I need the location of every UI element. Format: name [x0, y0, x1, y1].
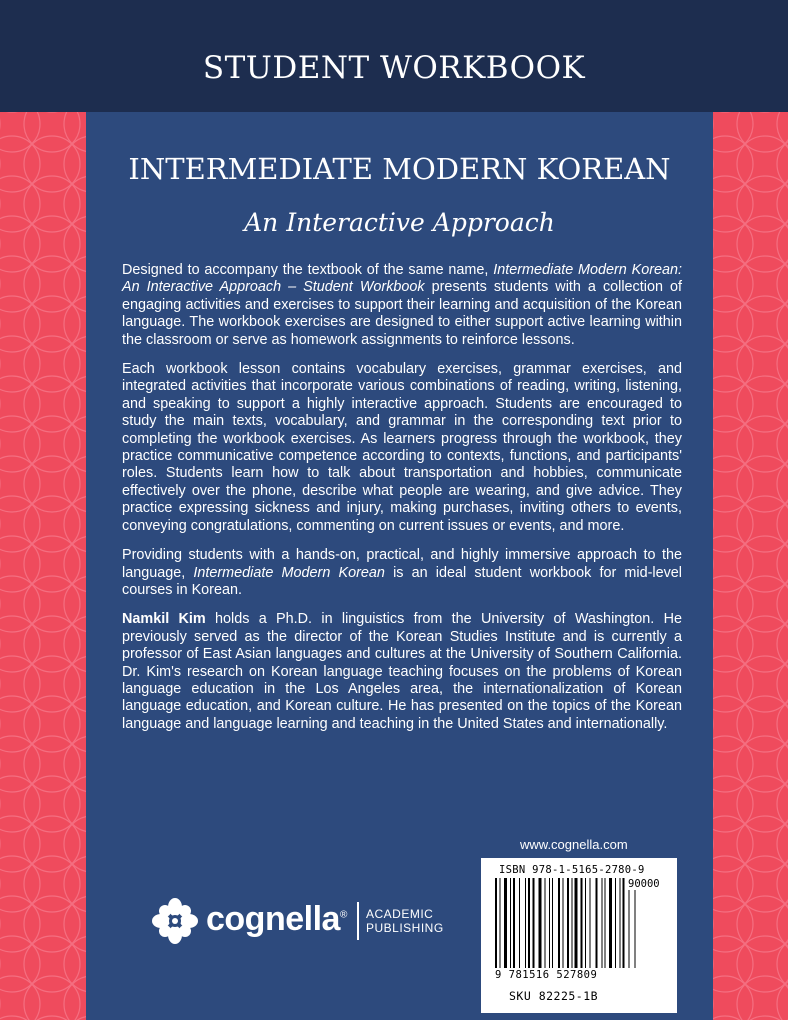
publisher-tagline — [366, 907, 444, 935]
isbn-label: ISBN 978-1-5165-2780-9 — [499, 864, 645, 876]
p1-text-b: presents students with a collection of engaging activities and exercises to support their learning and acquisition of the Korean language. The workbook exercises are designed to either support active learning within the classroom or serve as homework assignments to reinforce lessons. — [122, 279, 682, 348]
book-title: INTERMEDIATE MODERN KOREAN — [128, 152, 671, 186]
description-paragraph-1 — [122, 262, 682, 349]
price-code: 90000 — [628, 878, 660, 890]
author-name: Namkil Kim — [122, 611, 206, 628]
p3-text-b: is an ideal student workbook for mid-level courses in Korean. — [122, 564, 682, 598]
p3-italic-title: Intermediate Modern Korean — [193, 564, 385, 581]
logo-divider — [357, 902, 359, 940]
publisher-website: www.cognella.com — [520, 837, 628, 852]
right-pattern-border — [713, 112, 788, 1020]
author-bio-text: holds a Ph.D. in linguistics from the University of Washington. He previously served as the director of the Korean Studies Institute and is currently a professor of East Asian languages and cultures at the University of Southern California. Dr. Kim's research on Korean language teaching focuses on the problems of Korean language education in the Los Angeles area, the internationalization of Korean language education, and Korean culture. He has presented on the topics of the Korean language and language learning and teaching in the United States and internationally. — [122, 611, 682, 732]
publisher-logo — [150, 896, 450, 946]
left-pattern-border — [0, 112, 86, 1020]
cognella-flower-icon — [150, 896, 200, 946]
description-paragraph-3 — [122, 547, 682, 599]
tagline-line-2: PUBLISHING — [366, 921, 444, 935]
p1-italic-title: Intermediate Modern Korean: An Interactive Approach – Student Workbook — [122, 262, 682, 296]
description-paragraph-2: Each workbook lesson contains vocabulary exercises, grammar exercises, and integrated activities that incorporate various combinations of reading, writing, listening, and speaking to support a highly interactive approach. Students are encouraged to study the main texts, vocabulary, and grammar in the corresponding text prior to completing the workbook exercises. As learners progress through the workbook, they practice communicative competence according to contexts, functions, and participants' roles. Students learn how to talk about transportation and hobbies, communicate effectively over the phone, describe what people are wearing, and give advice. They practice expressing sickness and injury, making purchases, inviting others to events, conveying congratulations, commenting on current issues or events, and more. — [122, 361, 682, 534]
circle-pattern-right — [713, 112, 788, 1020]
p3-text-a: Providing students with a hands-on, practical, and highly immersive approach to the language, — [122, 547, 682, 581]
tagline-line-1: ACADEMIC — [366, 907, 434, 921]
barcode-digits: 9 781516 527809 — [495, 969, 598, 981]
barcode-icon — [493, 878, 665, 970]
circle-pattern-left — [0, 112, 86, 1020]
author-bio — [122, 611, 682, 733]
barcode-box — [481, 858, 677, 1013]
description-text — [122, 262, 682, 745]
publisher-wordmark: cognella® — [206, 900, 347, 938]
book-subtitle: An Interactive Approach — [244, 208, 555, 237]
sku-label: SKU 82225-1B — [509, 989, 599, 1003]
p1-text-a: Designed to accompany the textbook of the same name, — [122, 262, 494, 278]
series-title: STUDENT WORKBOOK — [202, 50, 586, 86]
